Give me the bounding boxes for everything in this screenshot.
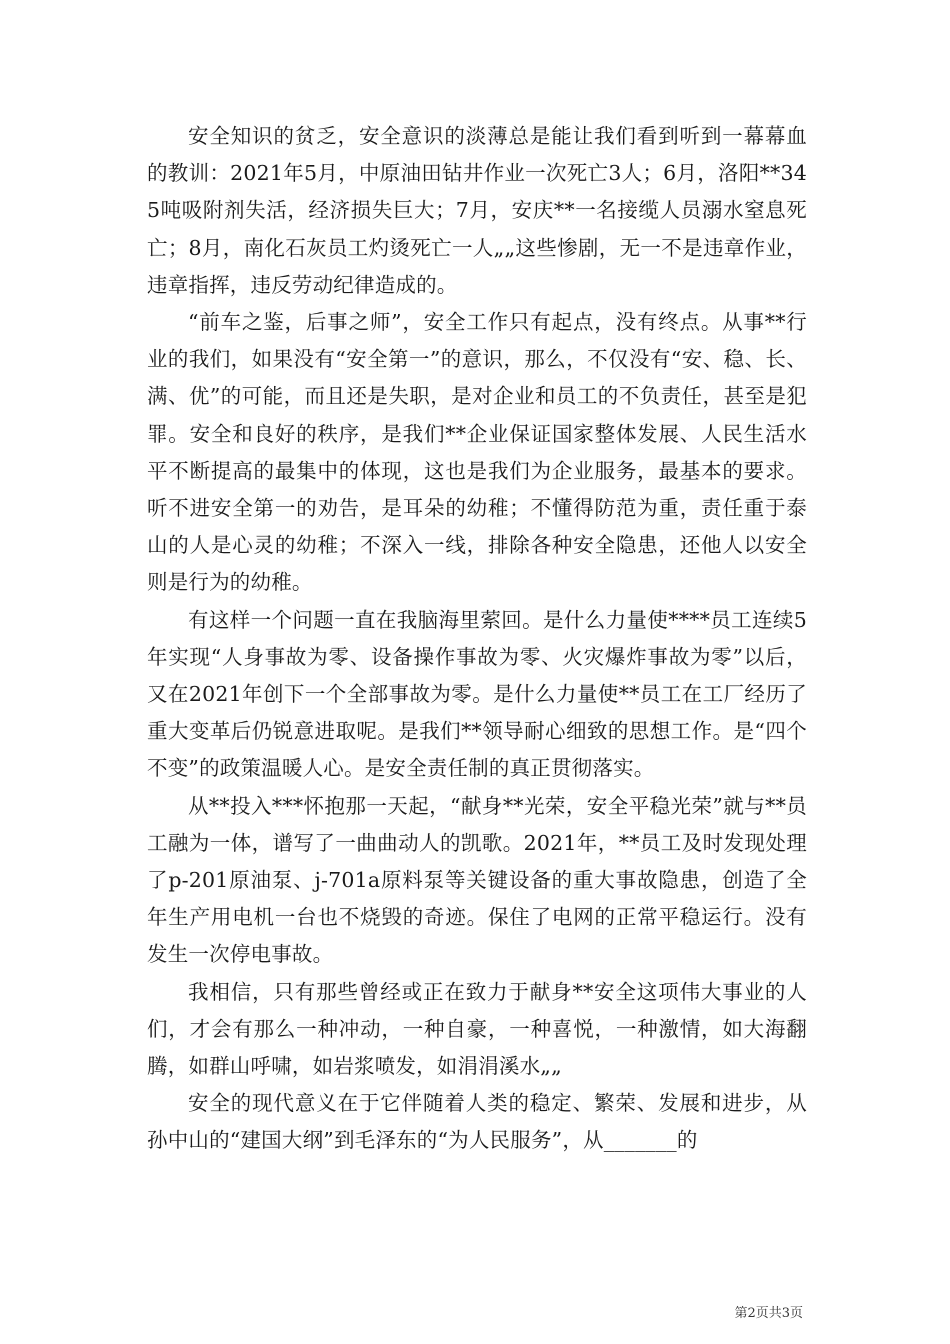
paragraph-2: “前车之鉴，后事之师”，安全工作只有起点，没有终点。从事**行业的我们，如果没有“安全第一”的意识，那么，不仅没有“安、稳、长、满、优”的可能，而且还是失职，是对企业和员工的不负责任，甚至是犯罪。安全和良好的秩序，是我们**企业保证国家整体发展、人民生活水平不断提高的最集中的体现，这也是我们为企业服务，最基本的要求。听不进安全第一的劝告，是耳朵的幼稚；不懂得防范为重，责任重于泰山的人是心灵的幼稚；不深入一线，排除各种安全隐患，还他人以安全则是行为的幼稚。: [147, 310, 807, 595]
paragraph-5: 我相信，只有那些曾经或正在致力于献身**安全这项伟大事业的人们，才会有那么一种冲动，一种自豪，一种喜悦，一种激情，如大海翻腾，如群山呼啸，如岩浆喷发，如涓涓溪水„„: [147, 979, 807, 1079]
page-number-footer: 第2页共3页: [734, 1306, 803, 1321]
document-body: [147, 118, 807, 1160]
paragraph-4: 从**投入***怀抱那一天起，“献身**光荣，安全平稳光荣”就与**员工融为一体，谱写了一曲曲动人的凯歌。2021年，**员工及时发现处理了p-201原油泵、j-701a原料泵等关键设备的重大事故隐患，创造了全年生产用电机一台也不烧毁的奇迹。保住了电网的正常平稳运行。没有发生一次停电事故。: [147, 793, 807, 967]
paragraph-1: 安全知识的贫乏，安全意识的淡薄总是能让我们看到听到一幕幕血的教训：2021年5月，中原油田钻井作业一次死亡3人；6月，洛阳**345吨吸附剂失活，经济损失巨大；7月，安庆**一名接缆人员溺水窒息死亡；8月，南化石灰员工灼烫死亡一人„„这些惨剧，无一不是违章作业，违章指挥，违反劳动纪律造成的。: [147, 124, 807, 297]
paragraph-3: 有这样一个问题一直在我脑海里萦回。是什么力量使****员工连续5年实现“人身事故为零、设备操作事故为零、火灾爆炸事故为零”以后，又在2021年创下一个全部事故为零。是什么力量使**员工在工厂经历了重大变革后仍锐意进取呢。是我们**领导耐心细致的思想工作。是“四个不变”的政策温暖人心。是安全责任制的真正贯彻落实。: [147, 607, 807, 781]
paragraph-6: 安全的现代意义在于它伴随着人类的稳定、繁荣、发展和进步，从孙中山的“建国大纲”到毛泽东的“为人民服务”，从_______的: [147, 1091, 807, 1153]
